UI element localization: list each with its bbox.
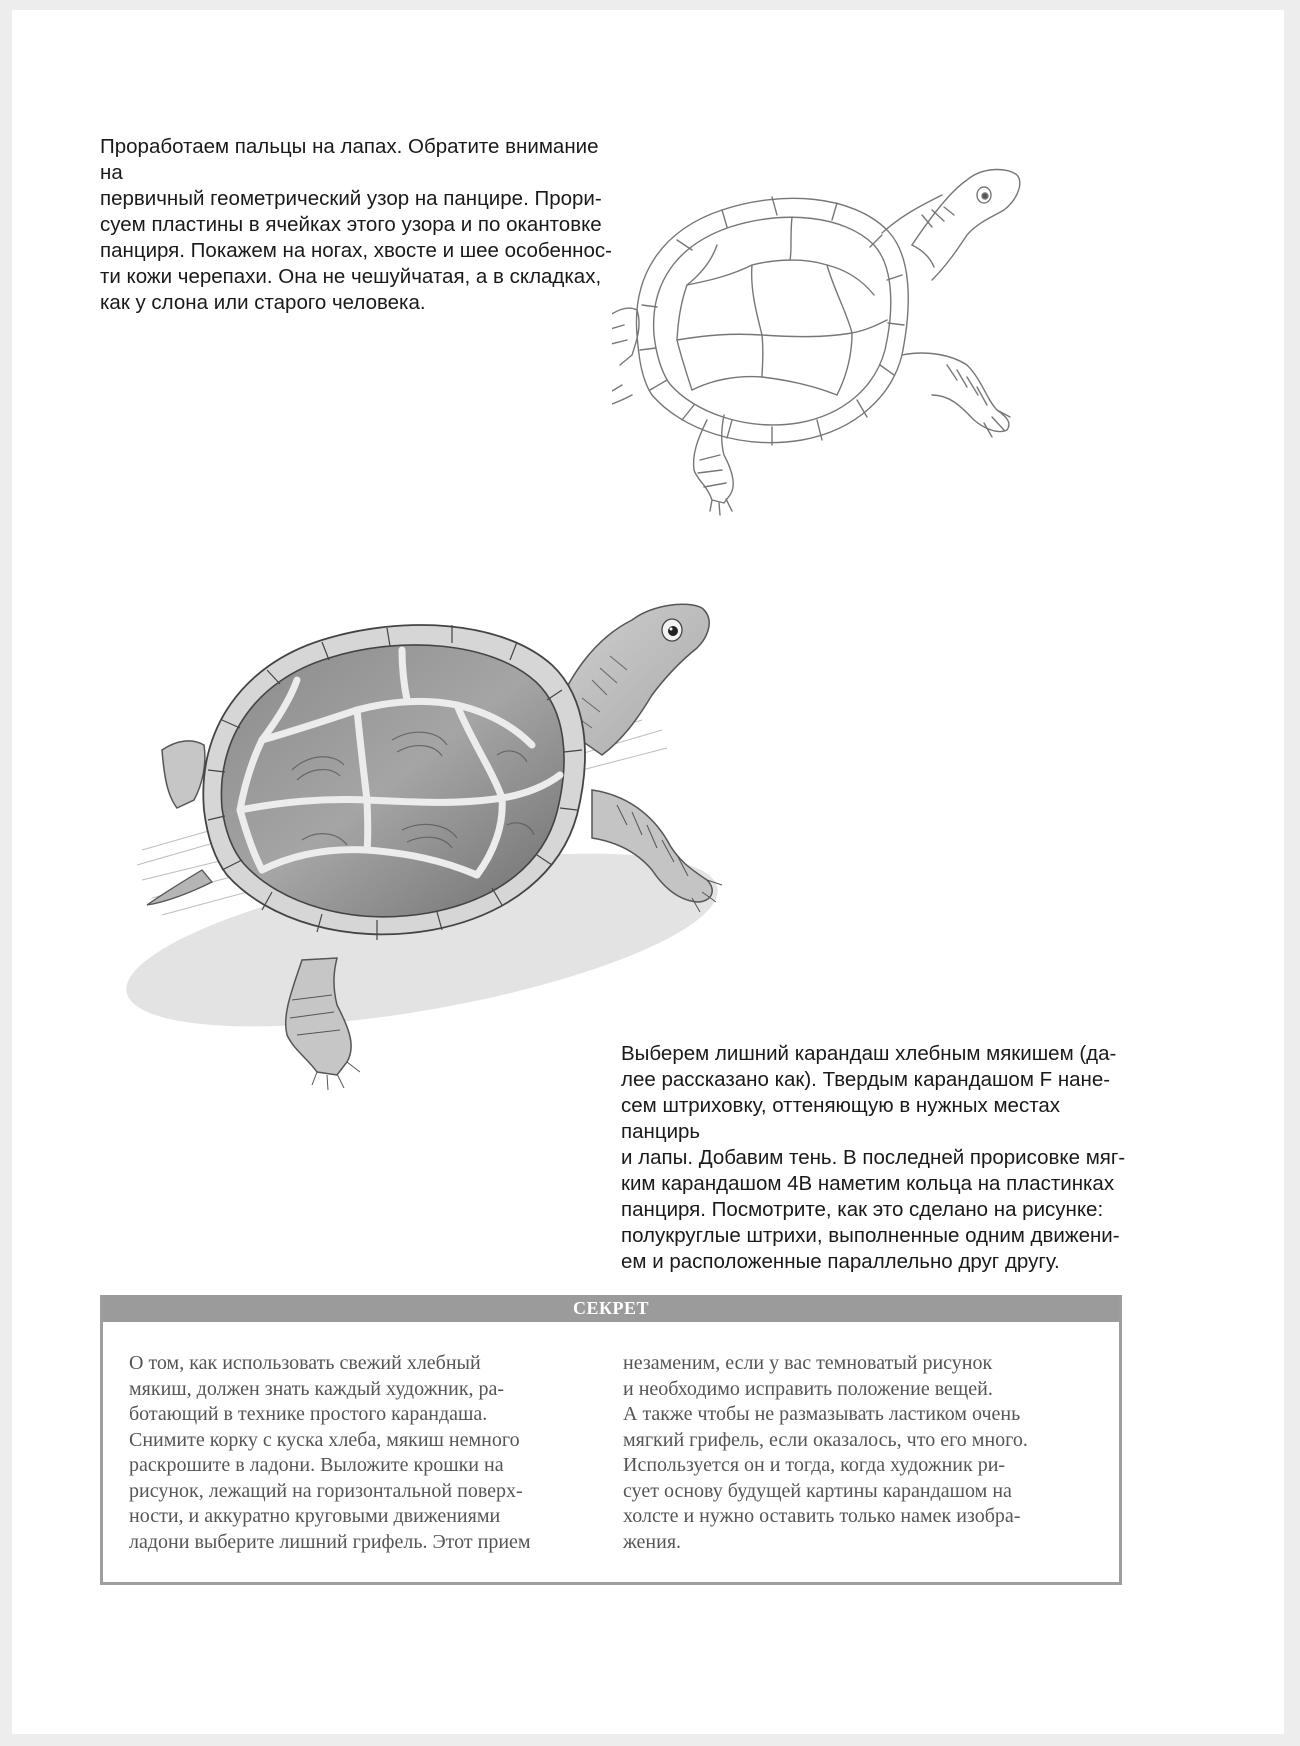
secret-box — [100, 1295, 1122, 1585]
turtle-outline-drawing — [612, 155, 1132, 575]
book-page — [12, 10, 1284, 1734]
secret-text-left: О том, как использовать свежий хлебный мякиш, должен знать каждый художник, ра- ботающий в технике простого карандаша. Снимите корку с куска хлеба, мякиш немного раскрошите в ладони. Выложите крошки на рисунок, лежащий на горизонтальной поверх- ности, и аккуратно круговыми движениями ладони выберите лишний грифель. Этот прием — [129, 1352, 531, 1553]
secret-text-right: незаменим, если у вас темноватый рисунок и необходимо исправить положение вещей. А также чтобы не размазывать ластиком очень мягкий грифель, если оказалось, что его много. Используется он и тогда, когда художник ри- сует основу будущей картины карандашом на холсте и нужно оставить только намек изобра- жения. — [623, 1352, 1028, 1553]
secret-title: СЕКРЕТ — [103, 1295, 1119, 1322]
intro-paragraph: Проработаем пальцы на лапах. Обратите внимание на первичный геометрический узор на панцире. Прори- суем пластины в ячейках этого узора и по окантовке панциря. Покажем на ногах, хвосте и шее особеннос- ти кожи черепахи. Она не чешуйчатая, а в складках, как у слона или старого человека. — [100, 135, 612, 314]
shading-paragraph: Выберем лишний карандаш хлебным мякишем (да- лее рассказано как). Твердым карандашом F нане- сем штриховку, оттеняющую в нужных местах панцирь и лапы. Добавим тень. В последней прорисовке мяг- ким карандашом 4В наметим кольца на пластинках панциря. Посмотрите, как это сделано на рисунке: полукруглые штрихи, выполненные одним движени- ем и расположенные параллельно друг другу. — [621, 1042, 1126, 1273]
